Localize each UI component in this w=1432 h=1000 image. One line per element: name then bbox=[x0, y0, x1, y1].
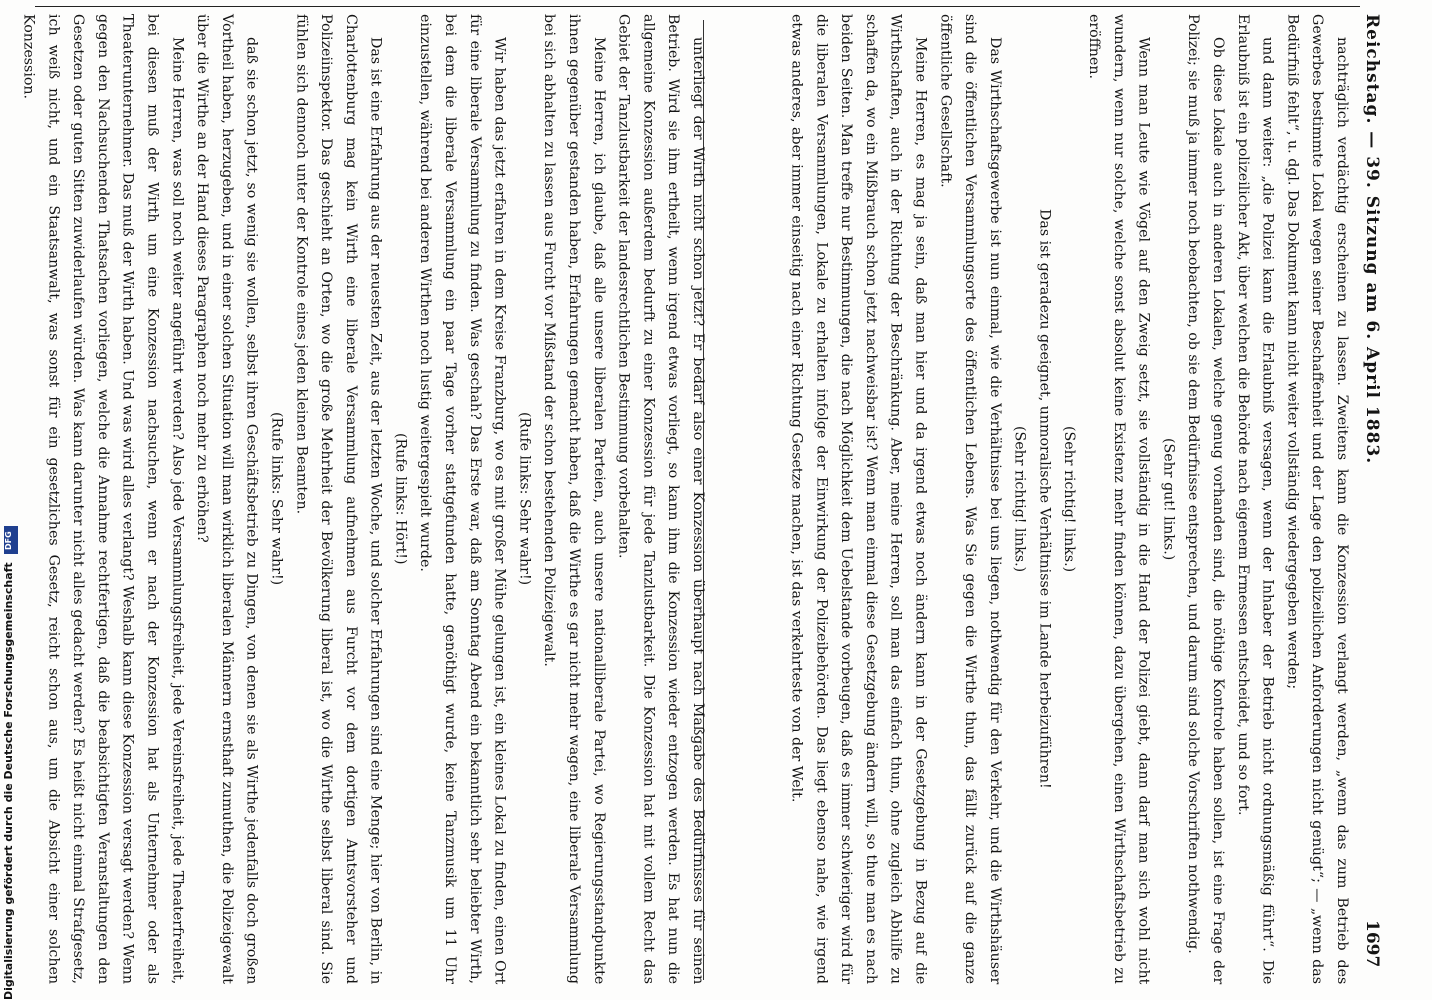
digitization-footer bbox=[2, 531, 22, 1000]
paragraph: Das Wirthschaftsgewerbe ist nun einmal, wie die Verhältnisse bei uns liegen, nothwendig für den Verkehr, und die Wirthshäuser sind die öffentlichen Versammlungsorte des öffentlichen Lebens. Was Sie gegen die Wirthe thun, das fällt zurück auf die ganze öffentliche Gesellschaft. bbox=[937, 14, 1003, 984]
paragraph: daß sie schon jetzt, so wenig sie wollen, selbst ihren Geschäftsbetrieb zu Dingen, von denen sie als Wirthe jedenfalls doch großen Vortheil haben, herzugeben, und in einer solchen Situation will man wirklich liberalen Männern ernsthaft zumuthen, die Polizeigewalt über die Wirthe an der Hand dieses Paragraphen noch mehr zu erhöhen? bbox=[194, 14, 260, 984]
text-column-right bbox=[788, 14, 1354, 984]
paragraph: und dann weiter: „die Polizei kann die Erlaubniß versagen, wenn der Inhaber der Betrieb nicht ordnungsmäßig führt“. Die Erlaubniß ist ein polizeilicher Akt, über welchen die Behörde nach eigenem Ermessen entscheidet, und so fort. bbox=[1234, 14, 1276, 984]
paragraph: nachträglich verdächtig erscheinen zu lassen. Zweitens kann die Konzession verlangt werden, „wenn das zum Betrieb des Gewerbes bestimmte Lokal wegen seiner Beschaffenheit und der Lage den polizeilichen Anforderungen nicht genügt“; — „wenn das Bedürfniß fehlt“, u. dgl. Das Dokument kann nicht weiter vollständig wiedergegeben werden; bbox=[1284, 14, 1350, 984]
interjection: (Rufe links: Hört!) bbox=[392, 433, 409, 565]
paragraph: Wenn man Leute wie Vögel auf den Zweig setzt, sie vollständig in die Hand der Polizei giebt, dann darf man sich wohl nicht wundern, wenn nur solche, welche sonst absolut keine Existenz mehr finden können, dazu übergehen, einen Wirthschaftsbetrieb zu eröffnen. bbox=[1086, 14, 1152, 984]
paragraph: Ob diese Lokale auch in anderen Lokalen, welche genug vorhanden sind, die nöthige Kontrole haben sollen, ist eine Frage der Polizei; sie muß ja immer noch beobachten, ob sie dem Bedürfnisse entsprechen, und darum sind solche Vorschriften nothwendig. bbox=[1185, 14, 1227, 984]
header-rule bbox=[35, 6, 1360, 7]
paragraph: Das ist geradezu geeignet, unmoralische Verhältnisse im Lande herbeizuführen! bbox=[1036, 209, 1053, 789]
page-number: 1697 bbox=[1362, 920, 1382, 968]
paragraph: Wir haben das jetzt erfahren in dem Kreise Franzburg, wo es mit großer Mühe gelungen ist, ein kleines Lokal zu finden, einen Ort für eine liberale Versammlung zu finden. Was geschah? Das Erste war, daß am Sonntag Abend ein bekanntlich sehr beliebter Wirth, bei dem die liberale Versammlung ein paar Tage vorher stattgefunden hatte, genöthigt wurde, keine Tanzmusik um 11 Uhr einzustellen, während bei anderen Wirthen noch lustig weitergespielt wurde. bbox=[417, 14, 508, 984]
footer-text: Digitalisierung gefördert durch die Deutsche Forschungsgemeinschaft bbox=[2, 562, 15, 1000]
dfg-logo-icon: DFG bbox=[4, 526, 18, 554]
paragraph: Meine Herren, ich glaube, daß alle unsere liberalen Parteien, auch unsere nationalliberale Partei, wo Regierungsstandpunkte ihnen gegenüber gestanden haben, Erfahrungen gemacht haben, daß die Wirthe es gar nicht mehr wagen, eine liberale Versammlung bei sich abhalten zu lassen aus Furcht vor Mißstand der schon bestehenden Polizeigewalt. bbox=[541, 14, 607, 984]
paragraph: unterliegt der Wirth nicht schon jetzt? Er bedarf also einer Konzession überhaupt nach Maßgabe des Bedürfnisses für seinen Betrieb. Wird sie ihm ertheilt, wenn irgend etwas vorliegt, so kann ihm die Konzession wieder entzogen werden. Es hat nun die allgemeine Konzession außerdem bedurft zu einer Konzession für jede Tanzlustbarkeit. Die Konzession hat mit vollem Recht das Gebiet der Tanzlustbarkeit der landesrechtlichen Bestimmung vorbehalten. bbox=[615, 14, 706, 984]
paragraph: Meine Herren, was soll noch weiter angeführt werden? Also jede Versammlungsfreiheit, jede Vereinsfreiheit, jede Theaterfreiheit, bei diesen muß der Wirth um eine Konzession nachsuchen, wenn er nach der Konzession hat als Unternehmer oder als Theaterunternehmer. Das muß der Wirth haben. Und was wird alles verlangt? Weshalb kann diese Konzession versagt werden? Wenn gegen den Nachsuchenden Thatsachen vorliegen, welche die Annahme rechtfertigen, daß die beabsichtigten Veranstaltungen den Gesetzen oder guten Sitten zuwiderlaufen würden. Was kann darunter nicht alles gedacht werden? Es heißt nicht einmal Strafgesetz, ich weiß nicht, und ein Staatsanwalt, was sonst für ein gesetzliches Gesetz, reicht schon aus, um die Absicht einer solchen Konzession. bbox=[20, 14, 186, 984]
interjection: (Sehr richtig! links.) bbox=[1011, 425, 1028, 573]
paragraph: Das ist eine Erfahrung aus der neuesten Zeit, aus der letzten Woche, und solcher Erfahrungen sind eine Menge; hier von Berlin, in Charlottenburg mag kein Wirth eine liberale Versammlung aufnehmen aus Furcht vor dem dortigen Amtsvorsteher und Polizeiinspektor. Das geschieht an Orten, wo die große Mehrheit der Bevölkerung liberal ist, wo die Wirthe selbst liberal sind. Sie fühlen sich dennoch unter der Kontrole eines jeden kleinen Beamten. bbox=[293, 14, 384, 984]
paragraph: Meine Herren, es mag ja sein, daß man hier und da irgend etwas noch ändern kann in der Gesetzgebung in Bezug auf die Wirthschaften, auch in der Richtung der Beschränkung. Aber, meine Herren, soll man das einfach thun, ohne zugleich Abhilfe zu schaffen da, wo ein Mißbrauch schon jetzt nachweisbar ist? Wenn man einmal diese Gesetzgebung ändern will, so thue man es nach beiden Seiten. Man treffe nur Bestimmungen, die nach Möglichkeit dem Uebelstande vorbeugen, daß es immer schwieriger wird für die liberalen Versammlungen, Lokale zu erhalten infolge der Einwirkung der Polizeibehörden. Das liegt ebenso nahe, wie irgend etwas anderes, aber immer einseitig nach einer Richtung Gesetze machen, ist das verkehrteste von der Welt. bbox=[788, 14, 929, 984]
interjection: (Rufe links: Sehr wahr!) bbox=[268, 412, 285, 586]
interjection: (Sehr gut! links.) bbox=[1160, 437, 1177, 561]
text-column-left bbox=[20, 14, 710, 984]
interjection: (Rufe links: Sehr wahr!) bbox=[516, 412, 533, 586]
interjection: (Sehr richtig! links.) bbox=[1061, 425, 1078, 573]
page-header-title: Reichstag. — 39. Sitzung am 6. April 1883. bbox=[1362, 14, 1382, 465]
